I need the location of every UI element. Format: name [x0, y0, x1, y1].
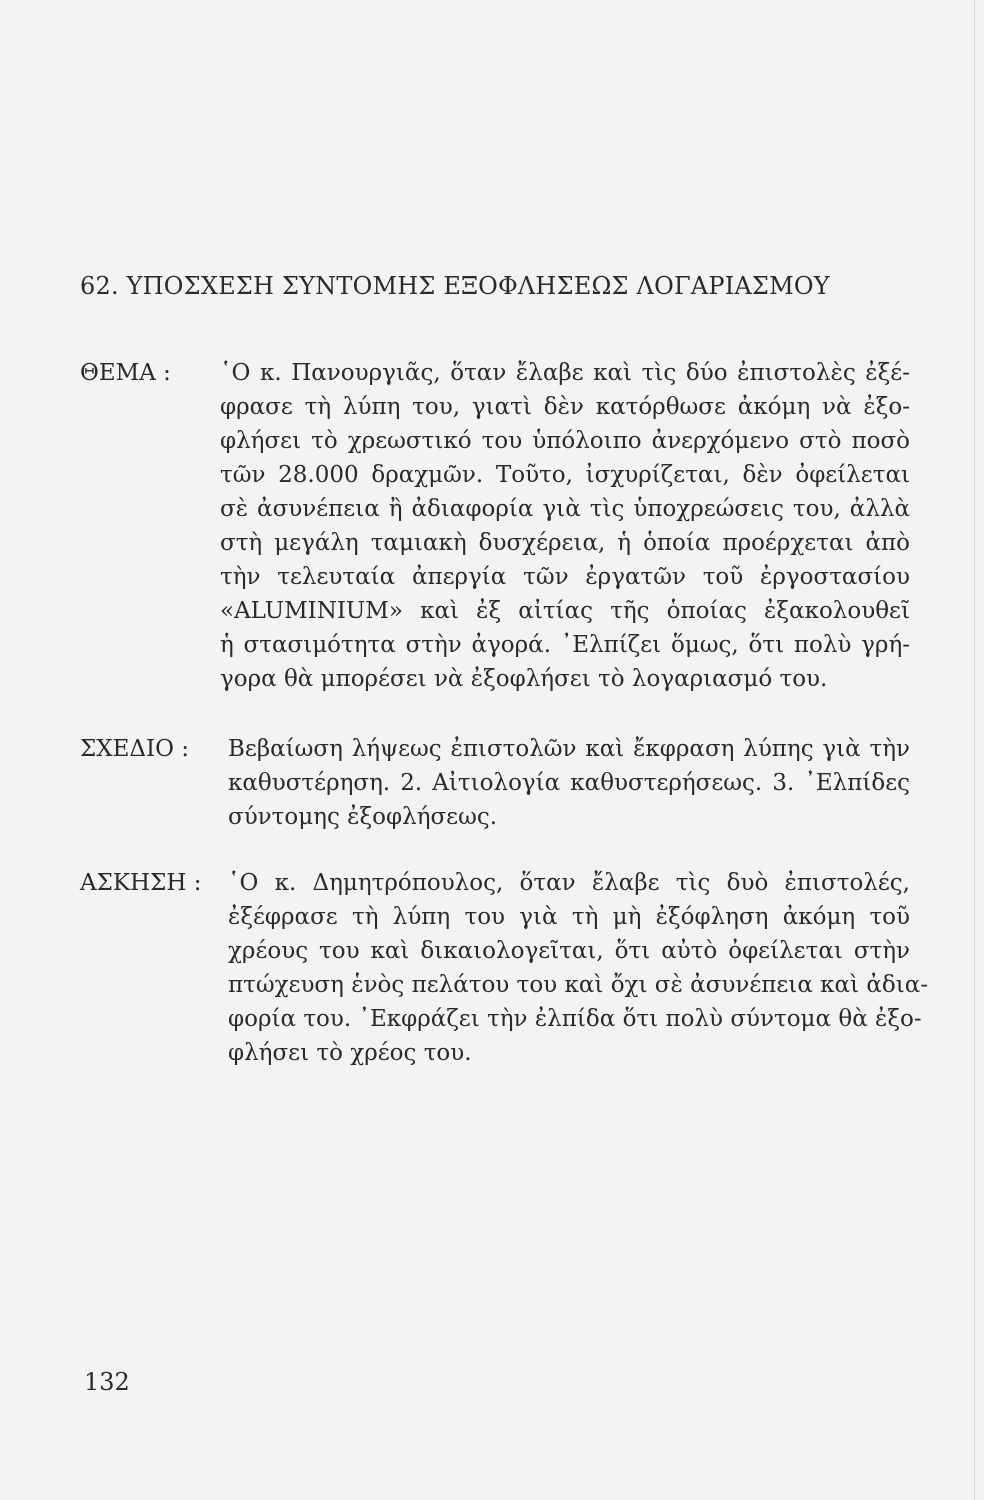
- text-line: χρέους του καὶ δικαιολογεῖται, ὅτι αὐτὸ ὀφείλεται στὴν: [228, 938, 910, 964]
- text-line: ῾Ο κ. Δημητρόπουλος, ὅταν ἔλαβε τὶς δυὸ ἐπιστολές,: [228, 870, 910, 896]
- page-title: 62. ΥΠΟΣΧΕΣΗ ΣΥΝΤΟΜΗΣ ΕΞΟΦΛΗΣΕΩΣ ΛΟΓΑΡΙΑΣΜΟΥ: [80, 272, 830, 300]
- page-edge: [974, 0, 975, 1500]
- text-line: σὲ ἀσυνέπεια ἢ ἀδιαφορία γιὰ τὶς ὑποχρεώσεις του, ἀλλὰ: [220, 496, 910, 522]
- page-number: 132: [84, 1368, 130, 1396]
- text-line: φλήσει τὸ χρεωστικό του ὑπόλοιπο ἀνερχόμενο στὸ ποσὸ: [220, 428, 910, 454]
- text-line: ἐξέφρασε τὴ λύπη του γιὰ τὴ μὴ ἐξόφληση ἀκόμη τοῦ: [228, 904, 910, 930]
- text-line: τὴν τελευταία ἀπεργία τῶν ἐργατῶν τοῦ ἐργοστασίου: [220, 564, 910, 590]
- text-line: τῶν 28.000 δραχμῶν. Τοῦτο, ἰσχυρίζεται, δὲν ὀφείλεται: [220, 462, 910, 488]
- text-line: ἡ στασιμότητα στὴν ἀγορά. ᾿Ελπίζει ὅμως, ὅτι πολὺ γρή-: [220, 632, 910, 658]
- text-line: φρασε τὴ λύπη του, γιατὶ δὲν κατόρθωσε ἀκόμη νὰ ἐξο-: [220, 394, 910, 420]
- text-line: πτώχευση ἑνὸς πελάτου του καὶ ὄχι σὲ ἀσυνέπεια καὶ ἀδια-: [228, 972, 929, 998]
- text-line: στὴ μεγάλη ταμιακὴ δυσχέρεια, ἡ ὁποία προέρχεται ἀπὸ: [220, 530, 910, 556]
- text-line: φλήσει τὸ χρέος του.: [228, 1040, 472, 1066]
- section-label-thema: ΘΕΜΑ :: [80, 360, 171, 386]
- text-line: ῾Ο κ. Πανουργιᾶς, ὅταν ἔλαβε καὶ τὶς δύο ἐπιστολὲς ἐξέ-: [220, 360, 910, 386]
- section-text-thema: [220, 356, 910, 696]
- section-label-schedio: ΣΧΕΔΙΟ :: [80, 736, 190, 762]
- text-line: γορα θὰ μπορέσει νὰ ἐξοφλήσει τὸ λογαριασμό του.: [220, 666, 828, 692]
- text-line: φορία του. ᾿Εκφράζει τὴν ἐλπίδα ὅτι πολὺ σύντομα θὰ ἐξο-: [228, 1006, 922, 1032]
- section-text-askisi: [228, 866, 929, 1070]
- section-text-schedio: [228, 732, 910, 834]
- text-line: «ALUMINIUM» καὶ ἐξ αἰτίας τῆς ὁποίας ἐξακολουθεῖ: [220, 598, 910, 624]
- section-label-askisi: ΑΣΚΗΣΗ :: [80, 870, 202, 896]
- text-line: καθυστέρηση. 2. Αἰτιολογία καθυστερήσεως. 3. ᾿Ελπίδες: [228, 770, 910, 796]
- text-line: σύντομης ἐξοφλήσεως.: [228, 804, 498, 830]
- text-line: Βεβαίωση λήψεως ἐπιστολῶν καὶ ἔκφραση λύπης γιὰ τὴν: [228, 736, 910, 762]
